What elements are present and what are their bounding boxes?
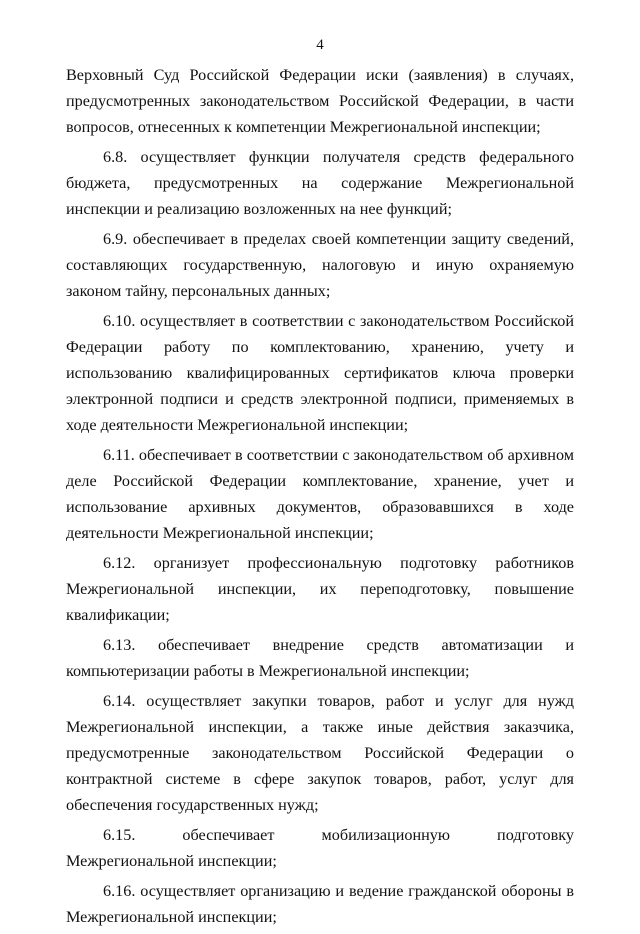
paragraph-6-12: 6.12. организует профессиональную подготовку работников Межрегиональной инспекции, их переподготовку, повышение квалификации; <box>66 554 574 624</box>
paragraph-6-9: 6.9. обеспечивает в пределах своей компетенции защиту сведений, составляющих государственную, налоговую и иную охраняемую законом тайну, персональных данных; <box>66 230 574 300</box>
paragraph-6-15: 6.15. обеспечивает мобилизационную подготовку Межрегиональной инспекции; <box>66 826 574 870</box>
paragraph-6-10: 6.10. осуществляет в соответствии с законодательством Российской Федерации работу по комплектованию, хранению, учету и использованию квалифицированных сертификатов ключа проверки электронной подписи и средств электронной подписи, применяемых в ходе деятельности Межрегиональной инспекции; <box>66 312 574 434</box>
paragraph-continuation: Верховный Суд Российской Федерации иски (заявления) в случаях, предусмотренных законодательством Российской Федерации, в части вопросов, отнесенных к компетенции Межрегиональной инспекции; <box>66 66 574 136</box>
paragraph-6-8: 6.8. осуществляет функции получателя средств федерального бюджета, предусмотренных на содержание Межрегиональной инспекции и реализацию возложенных на нее функций; <box>66 148 574 218</box>
document-body <box>66 62 574 934</box>
paragraph-6-16: 6.16. осуществляет организацию и ведение гражданской обороны в Межрегиональной инспекции; <box>66 882 574 926</box>
page-number: 4 <box>316 37 324 53</box>
paragraph-6-14: 6.14. осуществляет закупки товаров, работ и услуг для нужд Межрегиональной инспекции, а также иные действия заказчика, предусмотренные законодательством Российской Федерации о контрактной системе в сфере закупок товаров, работ, услуг для обеспечения государственных нужд; <box>66 692 574 814</box>
paragraph-6-11: 6.11. обеспечивает в соответствии с законодательством об архивном деле Российской Федерации комплектование, хранение, учет и использование архивных документов, образовавшихся в ходе деятельности Межрегиональной инспекции; <box>66 446 574 542</box>
paragraph-6-13: 6.13. обеспечивает внедрение средств автоматизации и компьютеризации работы в Межрегиональной инспекции; <box>66 636 574 680</box>
